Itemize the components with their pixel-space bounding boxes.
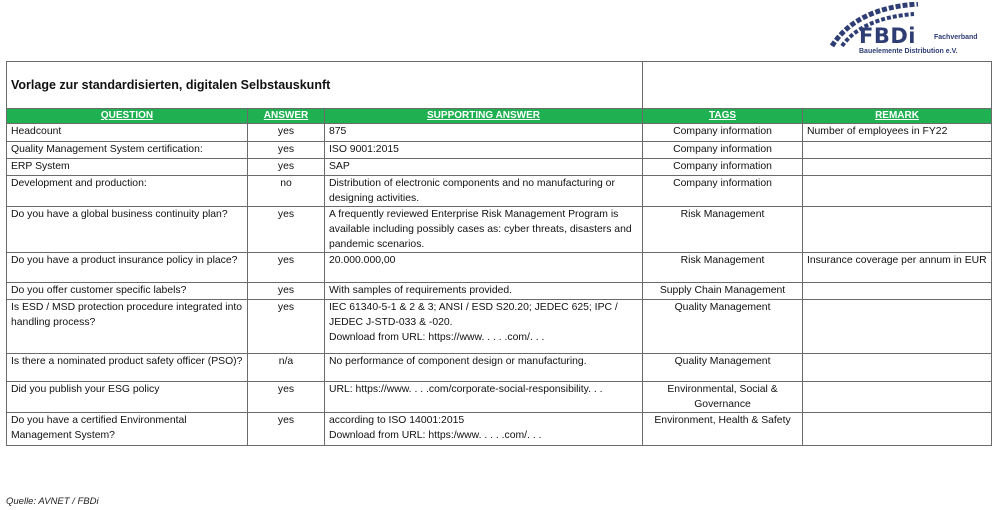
tags-cell-text: Quality Management: [674, 356, 771, 367]
answer-cell-text: yes: [277, 144, 295, 155]
supporting-answer-cell: [325, 413, 643, 446]
page-title: Vorlage zur standardisierten, digitalen Selbstauskunft: [7, 62, 643, 109]
question-cell: [7, 300, 248, 354]
question-cell-text: Headcount: [11, 126, 62, 137]
table-row: [7, 413, 992, 446]
answer-cell-text: no: [280, 178, 292, 189]
supporting-answer-cell: [325, 283, 643, 300]
tags-cell: [643, 253, 803, 283]
question-cell-text: Do you offer customer specific labels?: [11, 285, 187, 296]
question-cell-text: Is ESD / MSD protection procedure integrated into handling process?: [11, 302, 243, 328]
remark-cell: [803, 413, 992, 446]
answer-cell: [248, 300, 325, 354]
tags-cell: [643, 382, 803, 413]
tags-cell-text: Environment, Health & Safety: [654, 415, 791, 426]
supporting-answer-cell: [325, 176, 643, 207]
remark-cell: [803, 300, 992, 354]
fbdi-logo: [826, 2, 976, 58]
remark-cell: [803, 142, 992, 159]
header-answer: ANSWER: [248, 109, 325, 124]
remark-cell: [803, 382, 992, 413]
question-cell: [7, 253, 248, 283]
tags-cell-text: Supply Chain Management: [659, 285, 786, 296]
tags-cell-text: Risk Management: [680, 209, 765, 220]
question-cell-text: Development and production:: [11, 178, 147, 189]
table-row: [7, 382, 992, 413]
tags-cell-text: Company information: [673, 144, 772, 155]
table-row: [7, 176, 992, 207]
answer-cell-text: yes: [277, 209, 295, 220]
tags-cell: [643, 124, 803, 142]
table-row: [7, 300, 992, 354]
logo-name: FBDi: [859, 24, 916, 48]
answer-cell: [248, 159, 325, 176]
remark-cell: [803, 176, 992, 207]
supporting-answer-cell: [325, 300, 643, 354]
answer-cell-text: yes: [277, 161, 295, 172]
answer-cell-text: yes: [277, 285, 295, 296]
supporting-answer-cell: [325, 159, 643, 176]
tags-cell: [643, 159, 803, 176]
tags-cell-text: Quality Management: [674, 302, 771, 313]
tags-cell: [643, 300, 803, 354]
question-cell-text: Do you have a product insurance policy in place?: [11, 255, 238, 266]
question-cell: [7, 354, 248, 382]
question-cell: [7, 124, 248, 142]
table-row: [7, 159, 992, 176]
supporting-answer-cell-text: 20.000.000,00: [329, 255, 396, 266]
answer-cell: [248, 253, 325, 283]
question-cell-text: ERP System: [11, 161, 70, 172]
answer-cell: [248, 207, 325, 253]
tags-cell-text: Risk Management: [680, 255, 765, 266]
header-row: [7, 109, 992, 124]
question-cell: [7, 207, 248, 253]
supporting-answer-cell-text: URL: https://www. . . .com/corporate-social-responsibility. . .: [329, 384, 603, 395]
header-tags: TAGS: [643, 109, 803, 124]
tags-cell-text: Company information: [673, 126, 772, 137]
question-cell-text: Did you publish your ESG policy: [11, 384, 160, 395]
title-empty-cell: [643, 62, 992, 109]
supporting-answer-cell: [325, 124, 643, 142]
header-question: QUESTION: [7, 109, 248, 124]
tags-cell: [643, 142, 803, 159]
question-cell: [7, 176, 248, 207]
remark-cell: [803, 354, 992, 382]
supporting-answer-download-text: Download from URL: https://www. . . . .com/. . .: [329, 332, 545, 343]
remark-cell-text: Insurance coverage per annum in EUR: [807, 255, 987, 266]
table-row: [7, 207, 992, 253]
supporting-answer-cell-text: Distribution of electronic components and no manufacturing or designing activities.: [329, 178, 615, 204]
question-cell: [7, 142, 248, 159]
tags-cell-text: Company information: [673, 178, 772, 189]
answer-cell-text: yes: [277, 302, 295, 313]
supporting-answer-cell-text: With samples of requirements provided.: [329, 285, 513, 296]
question-cell: [7, 382, 248, 413]
answer-cell-text: n/a: [278, 356, 294, 367]
tags-cell: [643, 176, 803, 207]
question-cell: [7, 413, 248, 446]
answer-cell-text: yes: [277, 126, 295, 137]
supporting-answer-download-text: Download from URL: https:/www. . . . .com/. . .: [329, 430, 542, 441]
answer-cell: [248, 283, 325, 300]
tags-cell: [643, 354, 803, 382]
remark-cell: [803, 124, 992, 142]
supporting-answer-cell: [325, 253, 643, 283]
question-cell-text: Quality Management System certification:: [11, 144, 203, 155]
remark-cell-text: Number of employees in FY22: [807, 126, 948, 137]
table-row: [7, 124, 992, 142]
answer-cell: [248, 176, 325, 207]
logo-subtitle-2: Bauelemente Distribution e.V.: [859, 48, 958, 55]
supporting-answer-cell-text: 875: [329, 126, 347, 137]
table-row: [7, 253, 992, 283]
supporting-answer-cell: [325, 382, 643, 413]
question-cell-text: Is there a nominated product safety officer (PSO)?: [11, 356, 243, 367]
tags-cell: [643, 207, 803, 253]
supporting-answer-cell: [325, 354, 643, 382]
table-row: [7, 354, 992, 382]
supporting-answer-cell-text: No performance of component design or manufacturing.: [329, 356, 587, 367]
question-cell-text: Do you have a certified Environmental Management System?: [11, 415, 187, 441]
supporting-answer-cell-text: according to ISO 14001:2015: [329, 415, 465, 426]
question-cell: [7, 159, 248, 176]
supporting-answer-cell: [325, 142, 643, 159]
tags-cell: [643, 413, 803, 446]
remark-cell: [803, 283, 992, 300]
answer-cell: [248, 142, 325, 159]
tags-cell-text: Company information: [673, 161, 772, 172]
answer-cell: [248, 382, 325, 413]
question-cell: [7, 283, 248, 300]
header-supporting-answer: SUPPORTING ANSWER: [325, 109, 643, 124]
answer-cell: [248, 354, 325, 382]
answer-cell-text: yes: [277, 384, 295, 395]
supporting-answer-cell-text: ISO 9001:2015: [329, 144, 399, 155]
tags-cell-text: Environmental, Social & Governance: [667, 384, 778, 410]
self-disclosure-table: [6, 61, 992, 446]
answer-cell: [248, 124, 325, 142]
source-note: Quelle: AVNET / FBDi: [6, 496, 99, 507]
logo-subtitle-1: Fachverband: [934, 34, 978, 41]
question-cell-text: Do you have a global business continuity plan?: [11, 209, 228, 220]
remark-cell: [803, 253, 992, 283]
table-row: [7, 142, 992, 159]
answer-cell: [248, 413, 325, 446]
table-row: [7, 283, 992, 300]
supporting-answer-cell-text: SAP: [329, 161, 350, 172]
supporting-answer-cell-text: A frequently reviewed Enterprise Risk Management Program is available including possibly cases as: cyber threats, disasters and pandemic scenarios.: [329, 209, 632, 250]
supporting-answer-cell: [325, 207, 643, 253]
supporting-answer-cell-text: IEC 61340-5-1 & 2 & 3; ANSI / ESD S20.20; JEDEC 625; IPC / JEDEC J-STD-033 & -020.: [329, 302, 618, 328]
remark-cell: [803, 159, 992, 176]
tags-cell: [643, 283, 803, 300]
remark-cell: [803, 207, 992, 253]
answer-cell-text: yes: [277, 255, 295, 266]
header-remark: REMARK: [803, 109, 992, 124]
answer-cell-text: yes: [277, 415, 295, 426]
